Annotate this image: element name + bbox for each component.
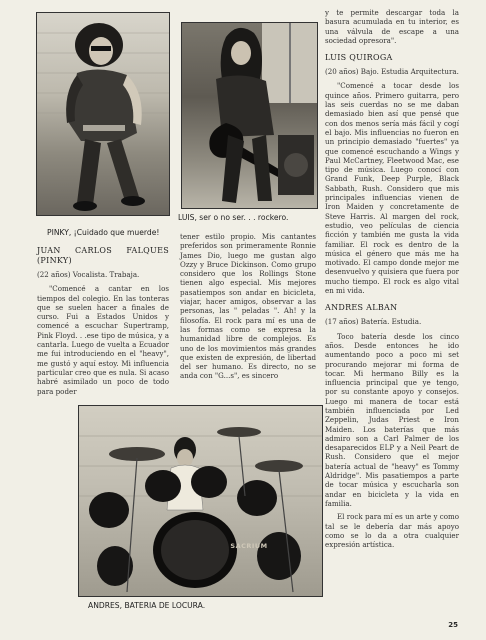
subheading-luis: (20 años) Bajo. Estudia Arquitectura.: [325, 67, 459, 77]
column-1: [37, 246, 169, 400]
subheading-pinky: (22 años) Vocalista. Trabaja.: [37, 270, 140, 279]
paragraph-pinky-end: y te permite descargar toda la basura acumulada en tu interior, es una válvula de escape a una sociedad opresora".: [325, 8, 459, 45]
drum-logo: SACRIUM: [230, 542, 268, 550]
column-2: [180, 232, 316, 385]
andres-drumkit-illustration: [79, 406, 322, 596]
heading-andres: ANDRES ALBAN: [325, 303, 398, 313]
heading-pinky: JUAN CARLOS FALQUES (PINKY): [37, 246, 169, 265]
photo-andres: [78, 405, 323, 597]
luis-figure-illustration: [182, 23, 317, 208]
paragraph-pinky-continued: tener estilo propio. Mis cantantes preferidos son primeramente Ronnie James Dio, luego me gustan algo Ozzy y Bruce Dickinson. Como grupo considero que los Rollings Stone tienen algo especial. Mis mejores pasatiempos son andar en bicicleta, viajar, hacer amigos, observar a las personas, las " peladas ". Ah! y la filosofía. El rock para mí es una de las formas como se expresa la humanidad libre de complejos. Es uno de los movimientos más grandes que existen de expresión, de libertad del ser humano. Es directo, no se anda con "G...s", es sincero: [180, 232, 316, 381]
pinky-figure-illustration: [37, 13, 169, 215]
page-number: 25: [448, 621, 458, 629]
caption-luis: LUIS, ser o no ser. . . rockero.: [178, 213, 289, 222]
paragraph-pinky: "Comencé a cantar en los tiempos del colegio. En las tonteras que se suelen hacer a finales de curso. Fui a Estados Unidos y comencé a escuchar Supertramp, Pink Floyd. . .ese tipo de música, y a cantarla. Luego de vuelta a Ecuador me fui introduciendo en el "heavy", me gustó y aquí estoy. Mi influencia particular creo que es nula. Si acaso habré asimilado un poco de todo para poder: [37, 284, 169, 396]
heading-luis: LUIS QUIROGA: [325, 53, 393, 63]
caption-pinky: PINKY, ¡Cuidado que muerde!: [47, 228, 160, 237]
photo-luis: [181, 22, 318, 209]
paragraph-andres-closing: El rock para mí es un arte y como tal se le debería dar más apoyo como se lo da a otra cualquier expresión artística.: [325, 512, 459, 550]
photo-pinky: [36, 12, 170, 216]
column-3: [325, 8, 459, 553]
paragraph-andres: Toco batería desde los cinco años. Desde entonces he ido aumentando poco a poco mi set procurando mejorar mi forma de tocar. Mi hermano Billy es la influencia principal que ye tengo, por su constante apoyo y consejos. Luego mi manera de tocar está también influenciada por Led Zeppelin, Judas Priest e Iron Maiden. Los baterías que más admiro son a Carl Palmer de los desaparecidos ELP y a Neil Peart de Rush. Considero que el mejor batería actual de "heavy" es Tommy Aldridge". Mis pasatiempos a parte de tocar música y escucharla son andar en bicicleta y la vida en familia.: [325, 331, 459, 508]
caption-andres: ANDRES, BATERIA DE LOCURA.: [88, 601, 206, 610]
paragraph-luis: "Comencé a tocar desde los quince años. Primero guitarra, pero las seis cuerdas no se me daban demasiado bien así que pensé que con dos menos sería más fácil y cogí el bajo. Mis influencias no fueron en un principio demasiado "fuertes" ya que comencé escuchando a Wings y Paul McCartney, Fleetwood Mac, ese tipo de música. Luego conocí con Grand Funk, Deep Purple, Black Sabbath, Rush. Considero que mis principales influencias vienen de Iron Maiden y concretamente de Steve Harris. Al margen del rock, estudio, veo películas de ciencia ficción y también me gusta la vida familiar. El rock es dentro de la música el género que más me ha motivado. El campo donde mejor me desenvuelvo y quisiera que fuera por mucho tiempo. El rock es algo vital en mi vida.: [325, 81, 459, 296]
subheading-andres: (17 años) Batería. Estudia.: [325, 317, 422, 327]
